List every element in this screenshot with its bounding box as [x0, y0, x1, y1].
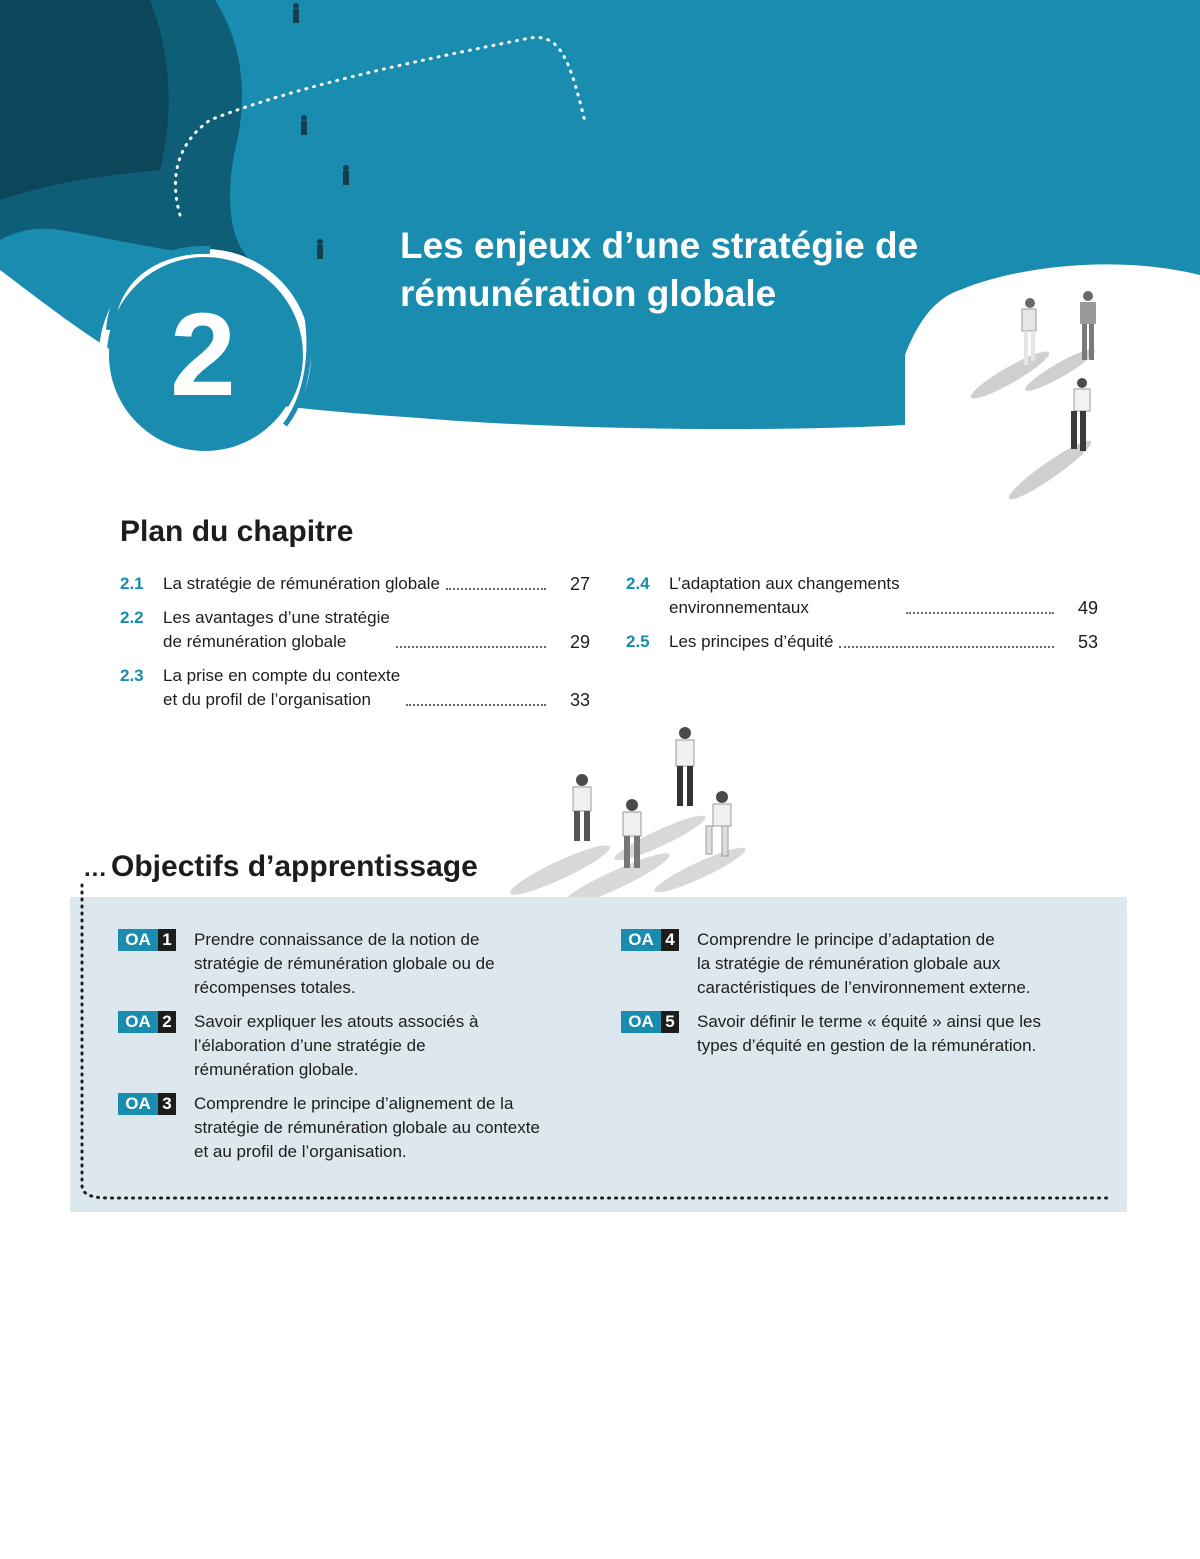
objective-text: Comprendre le principe d’alignement de la stratégie de rémunération globale au contexte et au profil de l’organisation. [194, 1094, 540, 1161]
toc-item[interactable] [120, 606, 590, 654]
oa-number: 2 [158, 1011, 176, 1033]
toc-right [626, 572, 1098, 664]
chapter-number: 2 [170, 289, 236, 421]
oa-number: 3 [158, 1093, 176, 1115]
toc-title: L’adaptation aux changements environnementaux [669, 574, 900, 617]
crowd-photo [0, 0, 250, 260]
toc-title: Les avantages d’une stratégie de rémunération globale [163, 608, 390, 651]
oa-badge [621, 929, 679, 951]
objective-text: Savoir définir le terme « équité » ainsi que les types d’équité en gestion de la rémunération. [697, 1012, 1041, 1055]
people-illustration [500, 720, 780, 920]
toc-leader [906, 612, 1054, 614]
oa-badge [621, 1011, 679, 1033]
oa-label: OA [621, 1011, 661, 1033]
toc-left [120, 572, 590, 722]
objective-item [118, 928, 598, 1000]
right-figures [967, 291, 1098, 505]
toc-item[interactable] [120, 572, 590, 596]
toc-number: 2.4 [626, 574, 650, 593]
toc-item[interactable] [626, 572, 1098, 620]
heading-leader: ... [84, 855, 108, 882]
oa-badge [118, 929, 176, 951]
toc-title: La prise en compte du contexte et du profil de l’organisation [163, 666, 401, 709]
objective-item [621, 928, 1111, 1000]
oa-label: OA [118, 1011, 158, 1033]
toc-page: 33 [569, 690, 590, 710]
chapter-title: Les enjeux d’une stratégie de rémunération globale [400, 225, 919, 314]
toc-title: Les principes d’équité [669, 632, 834, 651]
toc-item[interactable] [626, 630, 1098, 654]
objective-item [118, 1010, 598, 1082]
oa-number: 1 [158, 929, 176, 951]
objectives-heading-text: Objectifs d’apprentissage [111, 850, 478, 883]
oa-number: 4 [661, 929, 679, 951]
toc-page: 49 [1077, 598, 1098, 618]
objective-item [118, 1092, 598, 1164]
oa-number: 5 [661, 1011, 679, 1033]
toc-number: 2.2 [120, 608, 144, 627]
toc-leader [839, 646, 1054, 648]
oa-label: OA [621, 929, 661, 951]
objectives-left [118, 928, 598, 1174]
oa-badge [118, 1093, 176, 1115]
toc-page: 29 [569, 632, 590, 652]
toc-page: 27 [569, 574, 590, 594]
objective-text: Savoir expliquer les atouts associés à l’élaboration d’une stratégie de rémunération globale. [194, 1012, 479, 1079]
toc-number: 2.5 [626, 632, 650, 651]
objectives-heading [84, 850, 478, 884]
oa-badge [118, 1011, 176, 1033]
oa-label: OA [118, 929, 158, 951]
objective-text: Prendre connaissance de la notion de stratégie de rémunération globale ou de récompenses totales. [194, 930, 495, 997]
toc-number: 2.1 [120, 574, 144, 593]
toc-page: 53 [1077, 632, 1098, 652]
objectives-right [621, 928, 1111, 1068]
toc-number: 2.3 [120, 666, 144, 685]
toc-leader [396, 646, 546, 648]
objective-text: Comprendre le principe d’adaptation de la stratégie de rémunération globale aux caractéristiques de l’environnement externe. [697, 930, 1031, 997]
toc-title: La stratégie de rémunération globale [163, 574, 440, 593]
plan-heading: Plan du chapitre [120, 515, 354, 548]
toc-leader [446, 588, 546, 590]
toc-item[interactable] [120, 664, 590, 712]
objective-item [621, 1010, 1111, 1058]
toc-leader [406, 704, 546, 706]
oa-label: OA [118, 1093, 158, 1115]
